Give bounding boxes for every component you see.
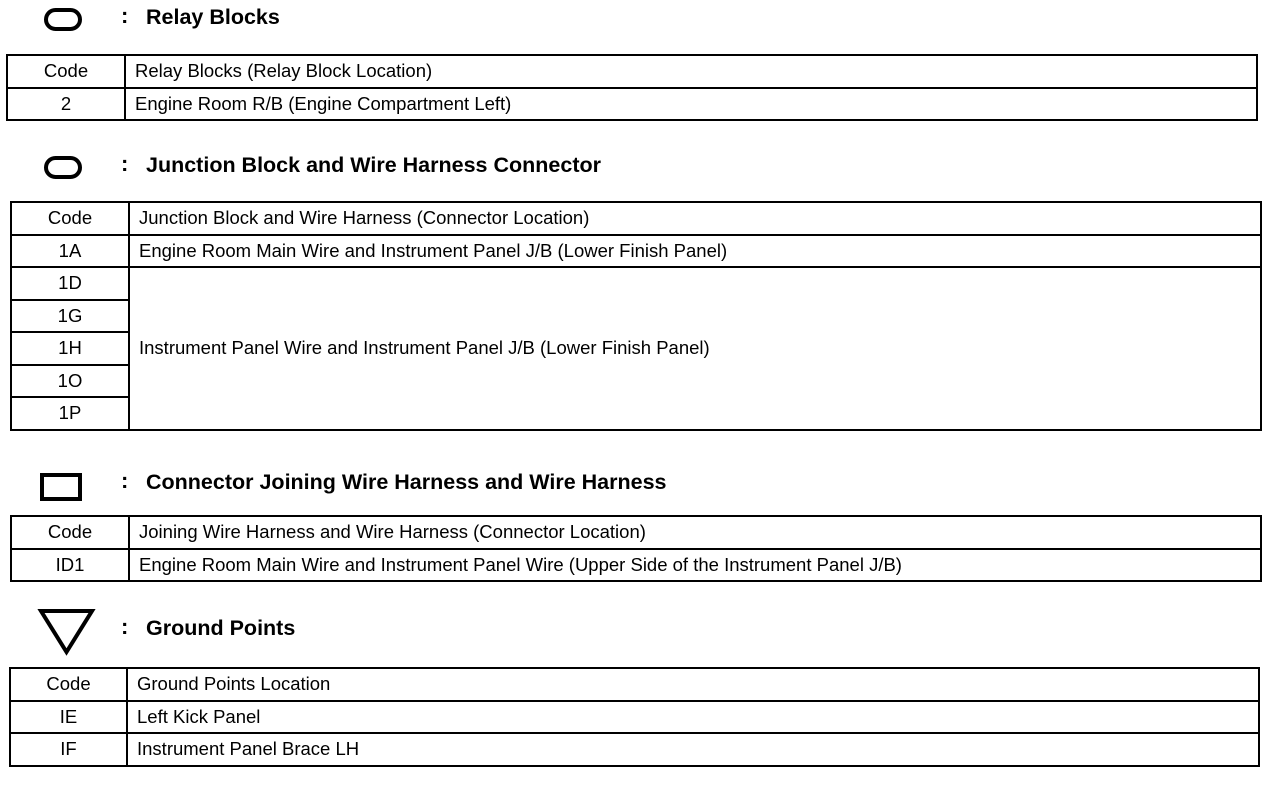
code-header: Code bbox=[10, 668, 127, 701]
location-header: Junction Block and Wire Harness (Connector Location) bbox=[129, 202, 1261, 235]
table-header-row bbox=[10, 668, 1259, 701]
table-row bbox=[11, 267, 1261, 300]
table-row bbox=[10, 733, 1259, 766]
heading-colon: : bbox=[121, 614, 129, 639]
location-cell: Instrument Panel Brace LH bbox=[127, 733, 1259, 766]
table-row bbox=[11, 549, 1261, 582]
junction-block-table bbox=[10, 201, 1262, 431]
code-cell: IF bbox=[10, 733, 127, 766]
code-cell: 1O bbox=[11, 365, 129, 398]
section-title: Connector Joining Wire Harness and Wire Harness bbox=[146, 470, 667, 494]
location-cell: Engine Room Main Wire and Instrument Panel Wire (Upper Side of the Instrument Panel J/B) bbox=[129, 549, 1261, 582]
table-row bbox=[7, 88, 1257, 121]
table-row bbox=[11, 235, 1261, 268]
code-cell: 1H bbox=[11, 332, 129, 365]
table-header-row bbox=[7, 55, 1257, 88]
code-cell: 1D bbox=[11, 267, 129, 300]
section-title: Ground Points bbox=[146, 616, 296, 640]
location-cell: Instrument Panel Wire and Instrument Panel J/B (Lower Finish Panel) bbox=[129, 267, 1261, 430]
code-cell: IE bbox=[10, 701, 127, 734]
junction-block-oval-icon bbox=[44, 156, 82, 179]
connector-rectangle-icon bbox=[40, 473, 82, 501]
section-title: Junction Block and Wire Harness Connector bbox=[146, 153, 601, 177]
heading-colon: : bbox=[121, 468, 129, 493]
code-header: Code bbox=[7, 55, 125, 88]
code-header: Code bbox=[11, 516, 129, 549]
location-header: Relay Blocks (Relay Block Location) bbox=[125, 55, 1257, 88]
code-cell: 1G bbox=[11, 300, 129, 333]
connector-joining-table bbox=[10, 515, 1262, 582]
ground-triangle-icon bbox=[37, 608, 97, 658]
section-title: Relay Blocks bbox=[146, 5, 280, 29]
heading-colon: : bbox=[121, 151, 129, 176]
location-header: Ground Points Location bbox=[127, 668, 1259, 701]
table-header-row bbox=[11, 202, 1261, 235]
location-header: Joining Wire Harness and Wire Harness (Connector Location) bbox=[129, 516, 1261, 549]
code-cell: 1P bbox=[11, 397, 129, 430]
location-cell: Engine Room R/B (Engine Compartment Left) bbox=[125, 88, 1257, 121]
relay-blocks-table bbox=[6, 54, 1258, 121]
table-row bbox=[10, 701, 1259, 734]
table-header-row bbox=[11, 516, 1261, 549]
code-cell: ID1 bbox=[11, 549, 129, 582]
code-cell: 1A bbox=[11, 235, 129, 268]
location-cell: Left Kick Panel bbox=[127, 701, 1259, 734]
relay-block-oval-icon bbox=[44, 8, 82, 31]
code-header: Code bbox=[11, 202, 129, 235]
code-cell: 2 bbox=[7, 88, 125, 121]
ground-points-table bbox=[9, 667, 1260, 767]
location-cell: Engine Room Main Wire and Instrument Panel J/B (Lower Finish Panel) bbox=[129, 235, 1261, 268]
heading-colon: : bbox=[121, 3, 129, 28]
